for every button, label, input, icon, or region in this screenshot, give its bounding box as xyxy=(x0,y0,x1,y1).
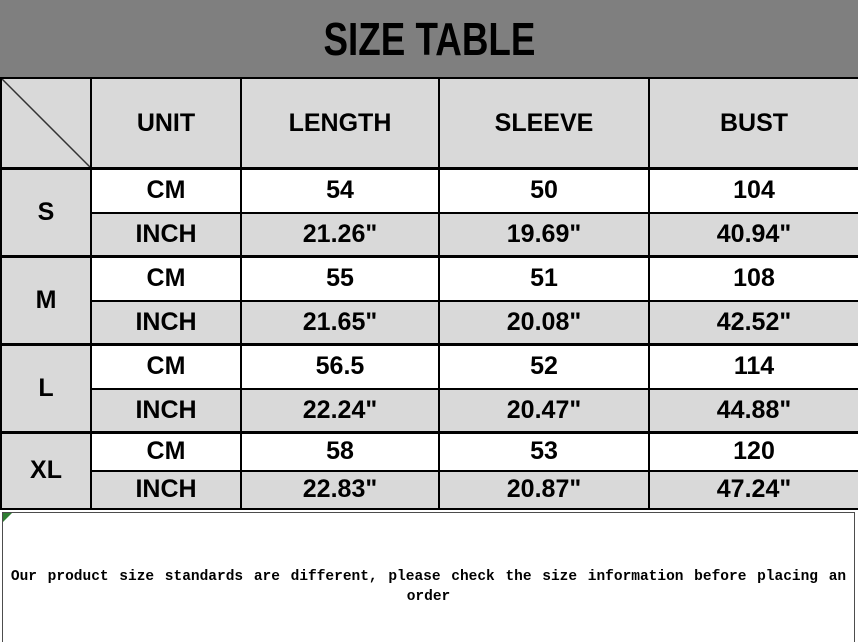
note-text: Our product size standards are different, please check the size information before placing an order xyxy=(10,568,847,605)
bust-value: 114 xyxy=(649,345,858,389)
sleeve-value: 20.08" xyxy=(439,301,649,345)
unit-label: INCH xyxy=(91,471,241,509)
bust-value: 44.88" xyxy=(649,389,858,433)
table-header-row xyxy=(1,78,858,169)
sleeve-value: 50 xyxy=(439,169,649,213)
bust-value: 108 xyxy=(649,257,858,301)
length-value: 21.65" xyxy=(241,301,439,345)
sleeve-value: 53 xyxy=(439,433,649,471)
title-bar xyxy=(0,0,858,77)
bust-value: 104 xyxy=(649,169,858,213)
unit-label: INCH xyxy=(91,301,241,345)
unit-label: CM xyxy=(91,169,241,213)
sleeve-value: 20.47" xyxy=(439,389,649,433)
length-value: 56.5 xyxy=(241,345,439,389)
column-header-unit: UNIT xyxy=(91,78,241,169)
size-label-s: S xyxy=(1,169,91,257)
unit-label: CM xyxy=(91,257,241,301)
length-value: 22.24" xyxy=(241,389,439,433)
unit-label: CM xyxy=(91,433,241,471)
size-label-xl: XL xyxy=(1,433,91,509)
table-row xyxy=(1,471,858,509)
note-box xyxy=(2,512,855,642)
column-header-length: LENGTH xyxy=(241,78,439,169)
unit-label: CM xyxy=(91,345,241,389)
unit-label: INCH xyxy=(91,389,241,433)
table-row xyxy=(1,301,858,345)
table-row xyxy=(1,257,858,301)
bust-value: 120 xyxy=(649,433,858,471)
bust-value: 42.52" xyxy=(649,301,858,345)
page-title: SIZE TABLE xyxy=(323,12,535,65)
table-row xyxy=(1,433,858,471)
length-value: 21.26" xyxy=(241,213,439,257)
diagonal-line-icon xyxy=(2,79,90,167)
bust-value: 47.24" xyxy=(649,471,858,509)
green-corner-marker-icon xyxy=(3,513,12,522)
table-row xyxy=(1,389,858,433)
size-label-m: M xyxy=(1,257,91,345)
sleeve-value: 51 xyxy=(439,257,649,301)
column-header-bust: BUST xyxy=(649,78,858,169)
size-table xyxy=(0,77,858,510)
length-value: 58 xyxy=(241,433,439,471)
diagonal-corner-cell xyxy=(1,78,91,169)
size-label-l: L xyxy=(1,345,91,433)
table-row xyxy=(1,213,858,257)
table-row xyxy=(1,169,858,213)
length-value: 55 xyxy=(241,257,439,301)
sleeve-value: 52 xyxy=(439,345,649,389)
sleeve-value: 20.87" xyxy=(439,471,649,509)
column-header-sleeve: SLEEVE xyxy=(439,78,649,169)
unit-label: INCH xyxy=(91,213,241,257)
sleeve-value: 19.69" xyxy=(439,213,649,257)
table-row xyxy=(1,345,858,389)
length-value: 22.83" xyxy=(241,471,439,509)
bust-value: 40.94" xyxy=(649,213,858,257)
length-value: 54 xyxy=(241,169,439,213)
